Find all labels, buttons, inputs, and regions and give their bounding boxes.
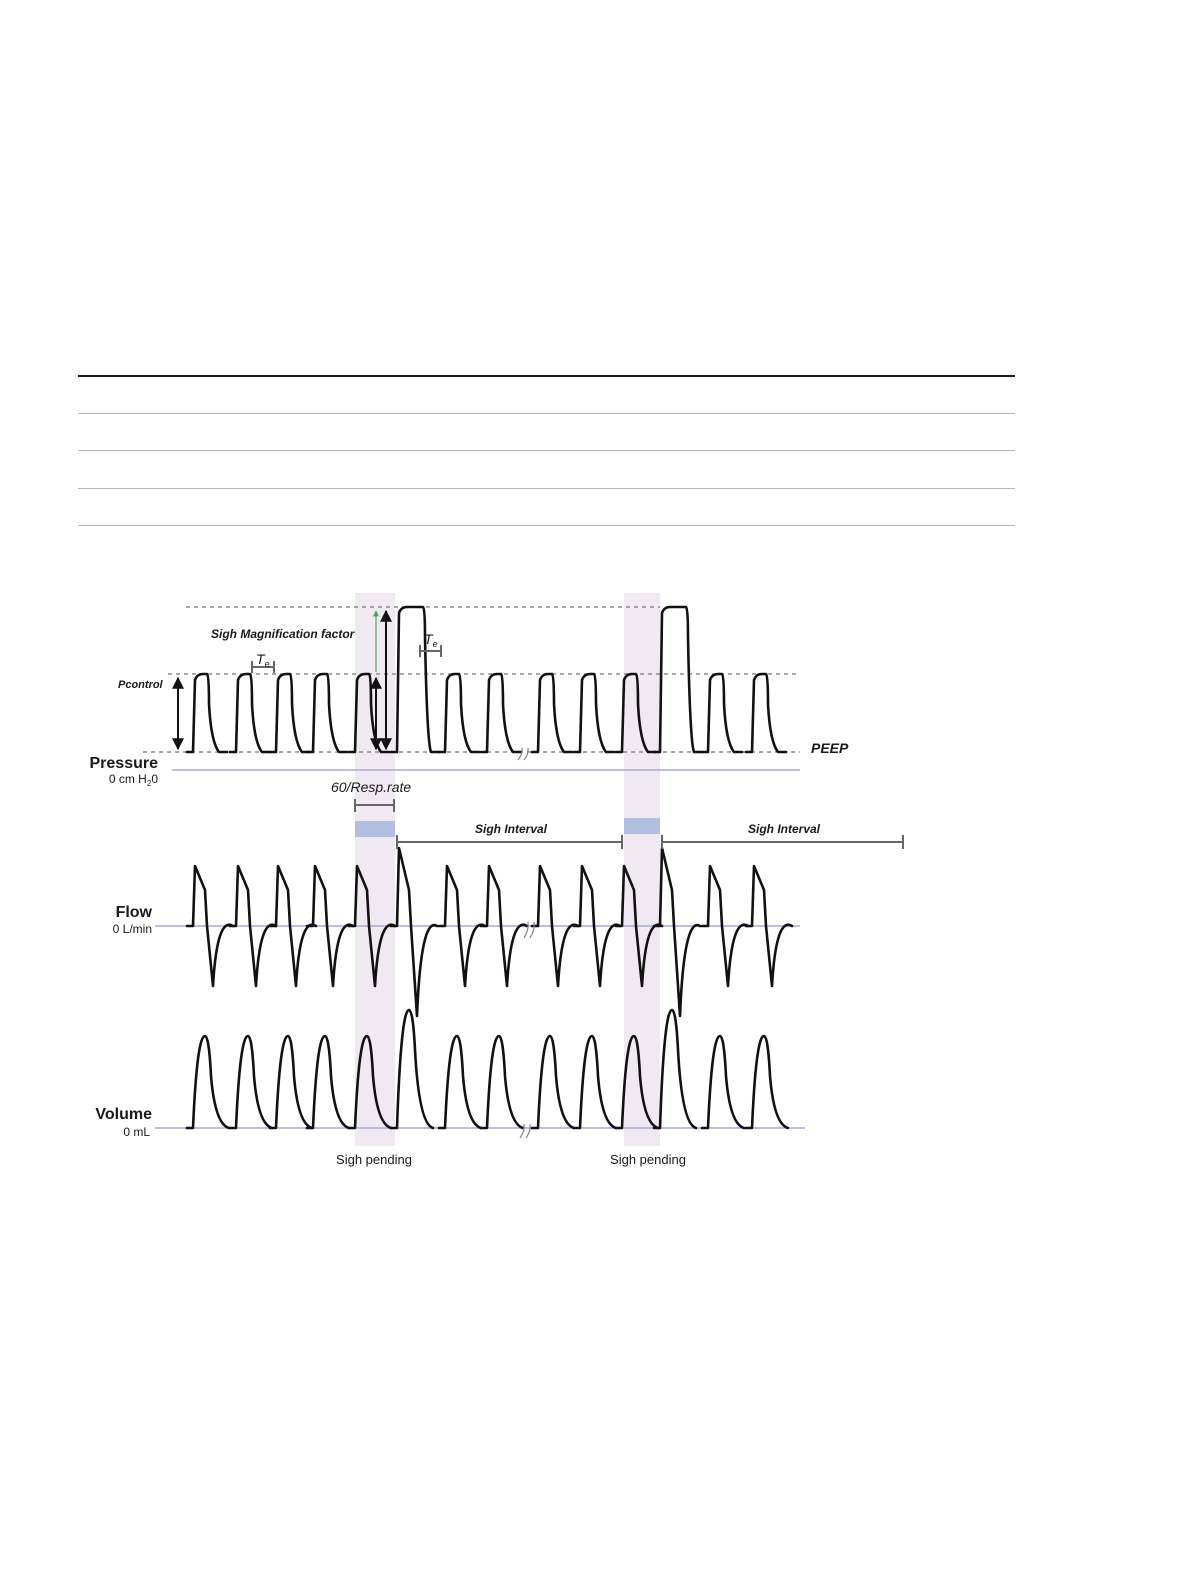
volume-breath	[481, 1036, 523, 1128]
sigh-interval-label-2: Sigh Interval	[748, 822, 821, 836]
volume-breath	[654, 1010, 696, 1128]
pressure-breath	[187, 674, 227, 752]
volume-waveform	[187, 1010, 788, 1128]
sigh-interval-bar-1	[397, 835, 622, 849]
pressure-channel-label: Pressure	[89, 755, 158, 772]
volume-channel-label: Volume	[95, 1106, 152, 1123]
volume-breath	[391, 1010, 433, 1128]
flow-zero-label: 0 L/min	[112, 922, 152, 936]
sigh-pending-marker-2	[624, 818, 660, 834]
sigh-magnification-label: Sigh Magnification factor	[211, 627, 355, 641]
volume-breath	[574, 1036, 616, 1128]
peep-label: PEEP	[811, 740, 849, 756]
pressure-breath	[270, 674, 310, 752]
volume-breath	[187, 1036, 229, 1128]
flow-breath	[654, 848, 700, 1016]
sigh-interval-label-1: Sigh Interval	[475, 822, 548, 836]
pcontrol-label: Pcontrol	[118, 679, 163, 691]
resp-rate-label: 60/Resp.rate	[331, 779, 412, 795]
pressure-breath	[307, 674, 347, 752]
sigh-pending-label-2: Sigh pending	[610, 1152, 686, 1167]
flow-channel-label: Flow	[115, 904, 152, 921]
pressure-breath	[391, 607, 439, 752]
flow-waveform	[187, 848, 792, 1016]
pressure-breath	[654, 607, 702, 752]
volume-breath	[702, 1036, 744, 1128]
pressure-breath	[702, 674, 742, 752]
pressure-breath	[746, 674, 786, 752]
sigh-band-2	[624, 593, 660, 1146]
flow-breath	[391, 848, 437, 1016]
volume-zero-label: 0 mL	[123, 1125, 150, 1139]
volume-breath	[307, 1036, 349, 1128]
sigh-interval-bar-2	[662, 835, 903, 849]
axis-break-pressure	[518, 748, 528, 760]
te-label-2: $T_e$	[424, 631, 438, 649]
sigh-pending-label-1: Sigh pending	[336, 1152, 412, 1167]
volume-breath	[270, 1036, 312, 1128]
pressure-breath	[532, 674, 572, 752]
pressure-zero-label: 0 cm $H_20$	[108, 772, 158, 788]
volume-breath	[230, 1036, 272, 1128]
pressure-breath	[230, 674, 270, 752]
volume-breath	[746, 1036, 788, 1128]
pressure-breath	[439, 674, 479, 752]
pressure-breath	[574, 674, 614, 752]
pressure-breath	[481, 674, 521, 752]
te-label-1: $T_e$	[256, 651, 270, 669]
volume-breath	[439, 1036, 481, 1128]
sigh-pending-marker-1	[355, 821, 395, 837]
volume-breath	[532, 1036, 574, 1128]
